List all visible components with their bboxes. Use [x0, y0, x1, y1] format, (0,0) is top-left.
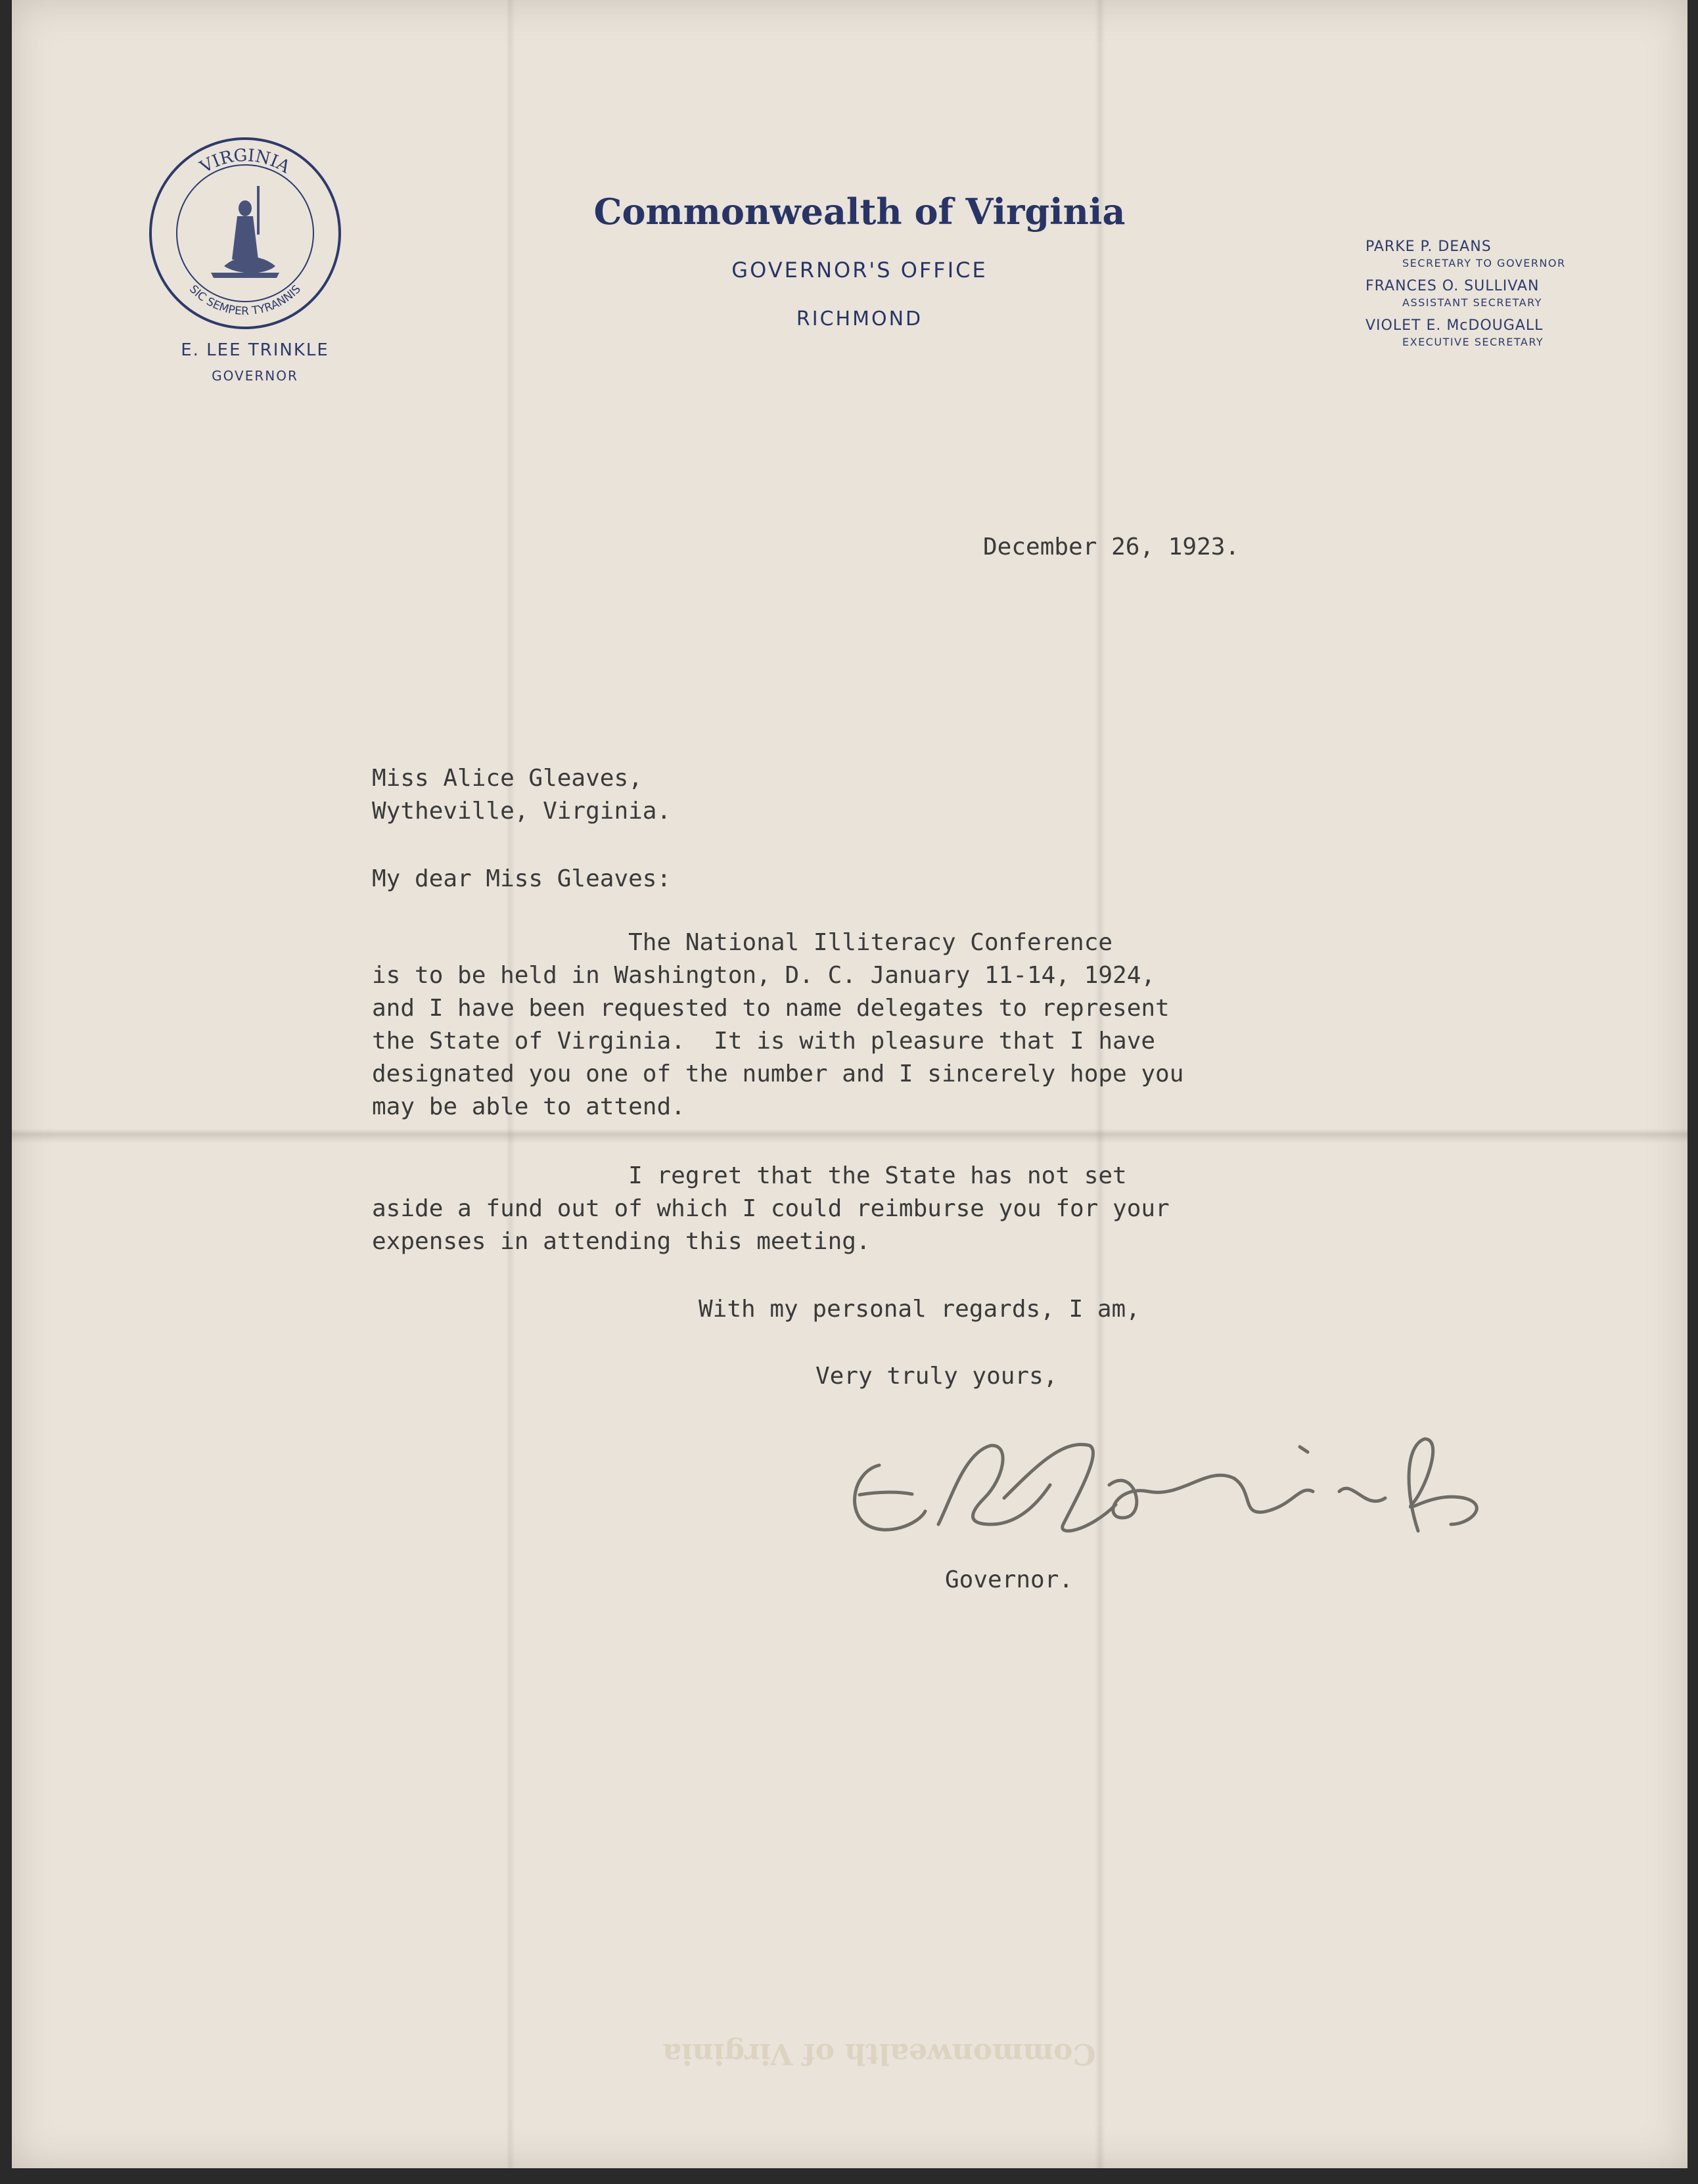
staff-name: VIOLET E. McDOUGALL — [1365, 317, 1544, 334]
staff-list — [1365, 238, 1655, 356]
recipient-address: Miss Alice Gleaves, Wytheville, Virginia. — [372, 765, 672, 825]
virginia-seal-icon — [147, 135, 344, 332]
signer-title: Governor. — [945, 1566, 1074, 1593]
seal-bottom-text: SIC SEMPER TYRANNIS — [187, 283, 304, 319]
office-city: RICHMOND — [796, 307, 923, 330]
salutation: My dear Miss Gleaves: — [372, 865, 672, 892]
body-paragraph-2: I regret that the State has not set aside a fund out of which I could reimburse you for your expenses in attending this meeting. — [372, 1162, 1170, 1255]
staff-entry — [1365, 277, 1655, 310]
complimentary-close: Very truly yours, — [815, 1363, 1058, 1390]
letter-page — [12, 0, 1687, 2168]
governor-name: E. LEE TRINKLE — [181, 340, 329, 360]
staff-name: PARKE P. DEANS — [1365, 239, 1492, 255]
governor-title: GOVERNOR — [212, 368, 298, 384]
handwritten-signature — [840, 1426, 1523, 1557]
office-name: GOVERNOR'S OFFICE — [731, 258, 988, 283]
svg-text:VIRGINIA — [196, 146, 294, 178]
staff-role: ASSISTANT SECRETARY — [1402, 296, 1542, 309]
staff-role: SECRETARY TO GOVERNOR — [1402, 257, 1566, 269]
seal-top-text: VIRGINIA — [196, 145, 294, 177]
staff-entry — [1365, 238, 1655, 271]
staff-name: FRANCES O. SULLIVAN — [1365, 278, 1540, 294]
closing-regards: With my personal regards, I am, — [699, 1296, 1140, 1323]
body-paragraph-1: The National Illiteracy Conference is to be held in Washington, D. C. January 11-14, 1924, and I have been requested to name delegates to represent the State of Virginia. It is with pleasure that I have designated you one of the number and I sincerely hope you may be able to attend. — [372, 929, 1184, 1120]
masthead-title: Commonwealth of Virginia — [593, 191, 1126, 233]
staff-entry — [1365, 317, 1655, 350]
staff-role: EXECUTIVE SECRETARY — [1402, 336, 1544, 348]
letter-date: December 26, 1923. — [983, 534, 1240, 560]
bleed-through-masthead: Commonwealth of Virginia — [662, 2037, 1096, 2070]
